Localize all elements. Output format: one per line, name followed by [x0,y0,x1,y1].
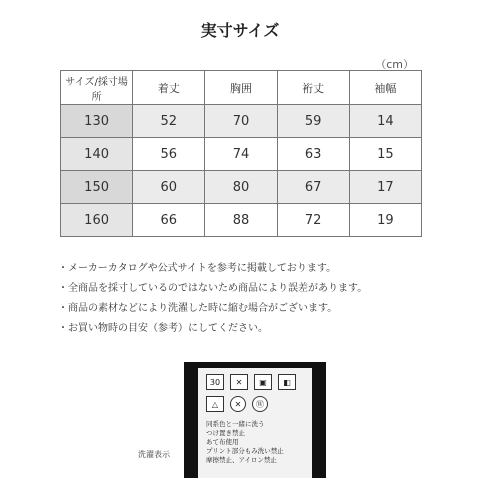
table-row [61,204,422,237]
wash-30-icon: 30 [206,374,224,390]
note-item: ・商品の素材などにより洗濯した時に縮む場合がございます。 [58,303,338,314]
care-label-image [184,362,326,478]
care-label-caption: 洗濯表示 [138,450,170,459]
cell-sleeve-width: 19 [349,204,421,237]
cell-sleeve-width: 17 [349,171,421,204]
no-bleach-icon: ✕ [230,374,248,390]
care-line: あて布使用 [206,438,239,446]
care-line: 摩擦禁止、アイロン禁止 [206,456,277,464]
cell-size: 150 [61,171,133,204]
cell-size: 140 [61,138,133,171]
care-line: プリント部分もみ洗い禁止 [206,447,284,455]
cell-length: 52 [133,105,205,138]
care-icons-row-2 [206,396,268,412]
care-instructions [206,420,284,465]
cell-length: 60 [133,171,205,204]
care-line: 同系色と一緒に洗う [206,420,265,428]
no-tumble-dry-icon: ▣ [254,374,272,390]
size-table [60,70,422,237]
line-dry-icon: ◧ [278,374,296,390]
cell-sleeve-length: 72 [277,204,349,237]
cell-length: 66 [133,204,205,237]
cell-sleeve-length: 63 [277,138,349,171]
notes-list [58,259,458,339]
note-item: ・メーカーカタログや公式サイトを参考に掲載しております。 [58,263,337,274]
table-header-row [61,71,422,105]
table-row [61,105,422,138]
iron-icon: △ [206,396,224,412]
cell-sleeve-width: 15 [349,138,421,171]
cell-length: 56 [133,138,205,171]
cell-chest: 70 [205,105,277,138]
no-dry-clean-icon: ✕ [230,396,246,412]
cell-chest: 74 [205,138,277,171]
header-size: サイズ/採寸場所 [61,71,133,105]
page-title: 実寸サイズ [200,21,280,40]
table-row [61,138,422,171]
care-line: つけ置き禁止 [206,429,245,437]
cell-chest: 88 [205,204,277,237]
header-sleeve-width: 袖幅 [349,71,421,105]
care-icons-row-1 [206,374,296,390]
cell-size: 130 [61,105,133,138]
care-label-tag [198,368,312,478]
cell-sleeve-length: 67 [277,171,349,204]
wet-clean-icon: Ⓦ [252,396,268,412]
table-row [61,171,422,204]
cell-chest: 80 [205,171,277,204]
note-item: ・全商品を採寸しているのではないため商品により誤差があります。 [58,283,368,294]
note-item: ・お買い物時の目安（参考）にしてください。 [58,323,268,334]
header-sleeve-length: 裄丈 [277,71,349,105]
header-chest: 胸囲 [205,71,277,105]
unit-label: （cm） [375,58,414,71]
cell-size: 160 [61,204,133,237]
cell-sleeve-width: 14 [349,105,421,138]
header-length: 着丈 [133,71,205,105]
cell-sleeve-length: 59 [277,105,349,138]
